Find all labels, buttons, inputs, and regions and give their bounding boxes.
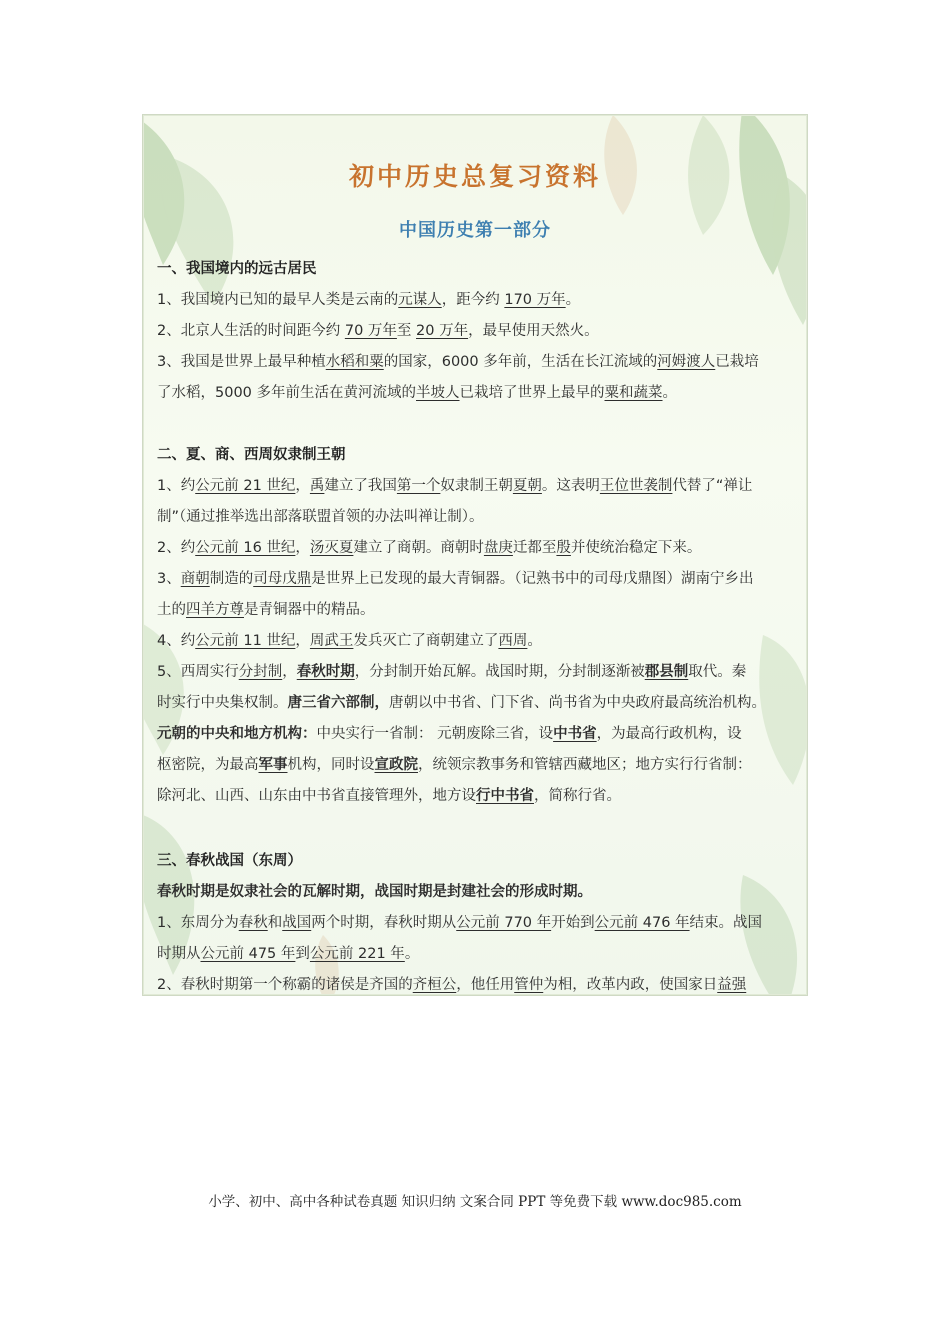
doc-title: 初中历史总复习资料 — [348, 162, 601, 191]
page-footer: 小学、初中、高中各种试卷真题 知识归纳 文案合同 PPT 等免费下载 www.doc985.com — [208, 1194, 742, 1210]
text-line: 时实行中央集权制。唐三省六部制，唐朝以中书省、门下省、尚书省为中央政府最高统治机构。 — [157, 695, 766, 711]
text-line: 3、商朝制造的司母戊鼎是世界上已发现的最大青铜器。（记熟书中的司母戊鼎图）湖南宁乡出 — [157, 571, 754, 587]
text-line: 时期从公元前 475 年到公元前 221 年。 — [157, 946, 420, 962]
text-line: 1、我国境内已知的最早人类是云南的元谋人，距今约 170 万年。 — [157, 292, 581, 308]
text-line-bold: 春秋时期是奴隶社会的瓦解时期，战国时期是封建社会的形成时期。 — [157, 884, 592, 900]
text-line: 1、约公元前 21 世纪，禹建立了我国第一个奴隶制王朝夏朝。这表明王位世袭制代替了“禅让 — [157, 478, 753, 494]
text-line: 2、约公元前 16 世纪，汤灭夏建立了商朝。商朝时盘庚迁都至殷并使统治稳定下来。 — [157, 540, 702, 556]
text-line: 4、约公元前 11 世纪，周武王发兵灭亡了商朝建立了西周。 — [157, 633, 542, 649]
text-line: 1、东周分为春秋和战国两个时期，春秋时期从公元前 770 年开始到公元前 476 年结束。战国 — [157, 915, 763, 931]
text-line: 元朝的中央和地方机构：中央实行一省制： 元朝废除三省，设中书省，为最高行政机构，设 — [157, 726, 742, 742]
text-line: 枢密院，为最高军事机构，同时设宣政院，统领宗教事务和管辖西藏地区；地方实行行省制： — [157, 757, 752, 773]
section-2-heading: 二、夏、商、西周奴隶制王朝 — [157, 447, 346, 463]
section-3-heading: 三、春秋战国（东周） — [157, 853, 302, 869]
text-line: 制”（通过推举选出部落联盟首领的办法叫禅让制）。 — [157, 509, 484, 525]
text-line: 5、西周实行分封制，春秋时期，分封制开始瓦解。战国时期，分封制逐渐被郡县制取代。秦 — [157, 664, 747, 680]
text-line: 2、春秋时期第一个称霸的诸侯是齐国的齐桓公，他任用管仲为相，改革内政，使国家日益强 — [157, 977, 747, 993]
text-line: 了水稻，5000 多年前生活在黄河流域的半坡人已栽培了世界上最早的粟和蔬菜。 — [157, 385, 678, 401]
text-line: 除河北、山西、山东由中书省直接管理外，地方设行中书省，简称行省。 — [157, 788, 621, 804]
text-line: 3、我国是世界上最早种植水稻和粟的国家，6000 多年前，生活在长江流域的河姆渡人已栽培 — [157, 354, 759, 370]
section-1-heading: 一、我国境内的远古居民 — [157, 261, 317, 277]
text-line: 土的四羊方尊是青铜器中的精品。 — [157, 602, 375, 618]
doc-subtitle: 中国历史第一部分 — [399, 220, 551, 241]
document-image — [143, 115, 807, 995]
text-line: 2、北京人生活的时间距今约 70 万年至 20 万年，最早使用天然火。 — [157, 323, 599, 339]
